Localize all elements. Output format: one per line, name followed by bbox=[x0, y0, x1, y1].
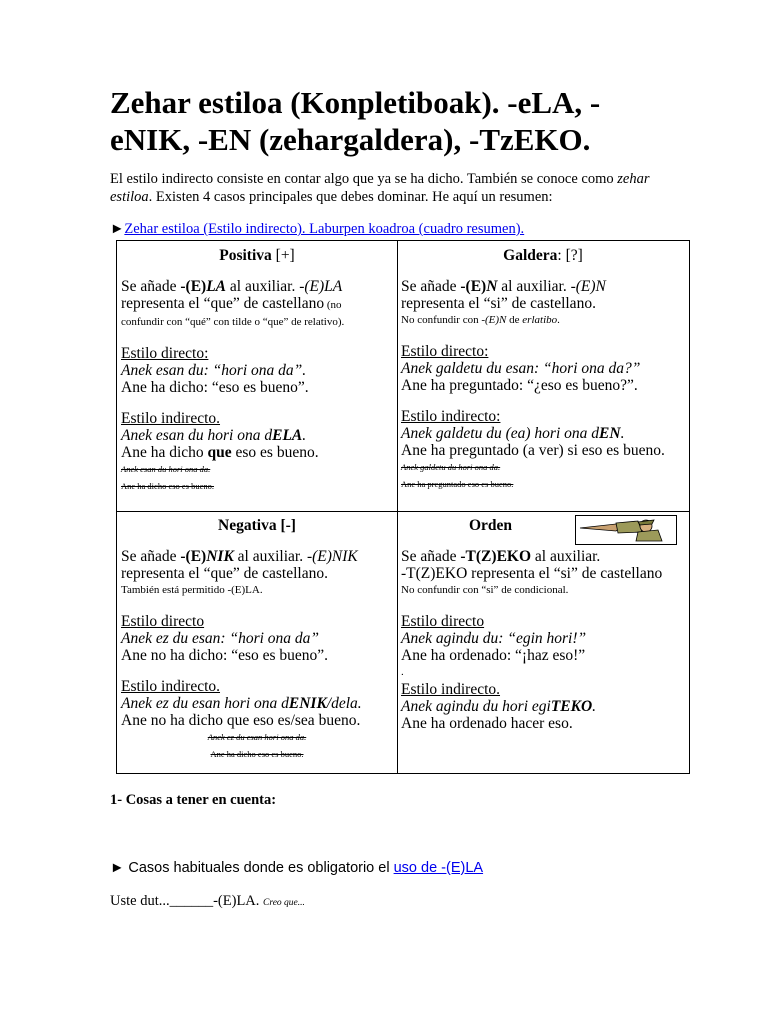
cell-header bbox=[121, 247, 393, 264]
header-label: Galdera bbox=[503, 247, 558, 264]
direct-style-title: Estilo directo bbox=[121, 613, 205, 630]
indirect-basque: Anek ez du esan hori ona dENIK/dela. bbox=[121, 695, 362, 712]
indirect-spanish: Ane ha preguntado (a ver) si eso es bueno. bbox=[401, 442, 665, 459]
table-divider-vertical bbox=[397, 241, 398, 773]
rule-line-3: También está permitido -(E)LA. bbox=[121, 584, 263, 596]
soldier-pointing-image bbox=[575, 515, 677, 545]
strike-example-2: Ane ha preguntado eso es bueno. bbox=[401, 479, 514, 489]
intro-text-1: El estilo indirecto consiste en contar algo que ya se ha dicho. También se conoce como bbox=[110, 171, 618, 187]
indirect-basque: Anek galdetu du (ea) hori ona dEN. bbox=[401, 425, 625, 442]
cell-header bbox=[121, 517, 393, 534]
section-heading: 1- Cosas a tener en cuenta: bbox=[110, 792, 277, 808]
rule-line-2: -T(Z)EKO representa el “si” de castellano bbox=[401, 565, 663, 582]
header-label: Positiva bbox=[219, 247, 272, 264]
rule-line-1: Se añade -(E)NIK al auxiliar. -(E)NIK bbox=[121, 548, 358, 565]
header-sign: [+] bbox=[271, 247, 295, 264]
summary-link-line bbox=[110, 220, 524, 238]
table-divider-horizontal bbox=[117, 511, 689, 512]
intro-paragraph bbox=[110, 170, 670, 206]
rule-line-3: confundir con “qué” con tilde o “que” de relativo). bbox=[121, 316, 345, 328]
direct-basque: Anek esan du: “hori ona da”. bbox=[121, 362, 307, 379]
uso-ela-link[interactable]: uso de -(E)LA bbox=[393, 860, 484, 876]
arrow-icon: ► bbox=[110, 221, 125, 237]
rule-line-1: Se añade -(E)LA al auxiliar. -(E)LA bbox=[121, 278, 343, 295]
direct-spanish: Ane ha preguntado: “¿eso es bueno?”. bbox=[401, 377, 638, 394]
stray-dot: . bbox=[401, 666, 404, 678]
cell-header: Orden bbox=[469, 517, 513, 534]
cell-header bbox=[401, 247, 685, 264]
strike-example-1: Anek galdetu du hori ona da. bbox=[401, 462, 501, 472]
cell-negativa bbox=[121, 517, 393, 763]
cases-text: Casos habituales donde es obligatorio el bbox=[124, 860, 394, 876]
rule-line-2: representa el “si” de castellano. bbox=[401, 295, 596, 312]
rule-line-2: representa el “que” de castellano (no bbox=[121, 295, 342, 312]
direct-basque: Anek agindu du: “egin hori!” bbox=[401, 630, 587, 647]
summary-table bbox=[116, 240, 690, 774]
header-sign: [-] bbox=[276, 517, 296, 534]
strike-example-1: Anek esan du hori ona da. bbox=[121, 464, 211, 474]
rule-line-2: representa el “que” de castellano. bbox=[121, 565, 328, 582]
cell-galdera bbox=[401, 247, 685, 493]
direct-spanish: Ane ha dicho: “eso es bueno”. bbox=[121, 379, 309, 396]
strike-example-2: Ane ha dicho eso es bueno. bbox=[210, 749, 304, 759]
uste-line bbox=[110, 893, 305, 910]
indirect-basque: Anek agindu du hori egiTEKO. bbox=[401, 698, 597, 715]
page-title: Zehar estiloa (Konpletiboak). -eLA, -eNIK, -EN (zehargaldera), -TzEKO. bbox=[110, 85, 601, 157]
intro-italic: zehar estiloa bbox=[110, 171, 650, 205]
rule-line-3: No confundir con “si” de condicional. bbox=[401, 584, 569, 596]
uste-text: Uste dut...______-(E)LA. bbox=[110, 893, 264, 909]
strike-example-1: Anek ez du esan hori ona da. bbox=[207, 732, 307, 742]
indirect-spanish: Ane ha ordenado hacer eso. bbox=[401, 715, 573, 732]
rule-line-3: No confundir con -(E)N de erlatibo. bbox=[401, 314, 560, 326]
direct-style-title: Estilo directo: bbox=[401, 343, 489, 360]
rule-line-1: Se añade -(E)N al auxiliar. -(E)N bbox=[401, 278, 606, 295]
indirect-basque: Anek esan du hori ona dELA. bbox=[121, 427, 307, 444]
indirect-spanish: Ane no ha dicho que eso es/sea bueno. bbox=[121, 712, 361, 729]
rule-line-1: Se añade -T(Z)EKO al auxiliar. bbox=[401, 548, 601, 565]
indirect-style-title: Estilo indirecto: bbox=[401, 408, 501, 425]
cases-line bbox=[110, 860, 483, 876]
direct-style-title: Estilo directo: bbox=[121, 345, 209, 362]
direct-spanish: Ane no ha dicho: “eso es bueno”. bbox=[121, 647, 329, 664]
summary-link[interactable]: Zehar estiloa (Estilo indirecto). Laburpen koadroa (cuadro resumen). bbox=[124, 221, 525, 237]
indirect-style-title: Estilo indirecto. bbox=[121, 678, 221, 695]
direct-basque: Anek ez du esan: “hori ona da” bbox=[121, 630, 320, 647]
direct-basque: Anek galdetu du esan: “hori ona da?” bbox=[401, 360, 641, 377]
cell-positiva bbox=[121, 247, 393, 495]
indirect-spanish: Ane ha dicho que eso es bueno. bbox=[121, 444, 319, 461]
strike-example-2: Ane ha dicho eso es bueno. bbox=[121, 481, 215, 491]
cell-orden bbox=[401, 517, 685, 732]
direct-style-title: Estilo directo bbox=[401, 613, 485, 630]
header-sign: : [?] bbox=[557, 247, 583, 264]
arrow-icon: ► bbox=[110, 860, 125, 876]
indirect-style-title: Estilo indirecto. bbox=[401, 681, 501, 698]
direct-spanish: Ane ha ordenado: “¡haz eso!” bbox=[401, 647, 586, 664]
header-label: Negativa bbox=[218, 517, 277, 534]
indirect-style-title: Estilo indirecto. bbox=[121, 410, 221, 427]
intro-text-2: . Existen 4 casos principales que debes dominar. He aquí un resumen: bbox=[148, 189, 553, 205]
soldier-pointing-icon bbox=[576, 516, 675, 543]
uste-translation: Creo que... bbox=[263, 898, 305, 908]
